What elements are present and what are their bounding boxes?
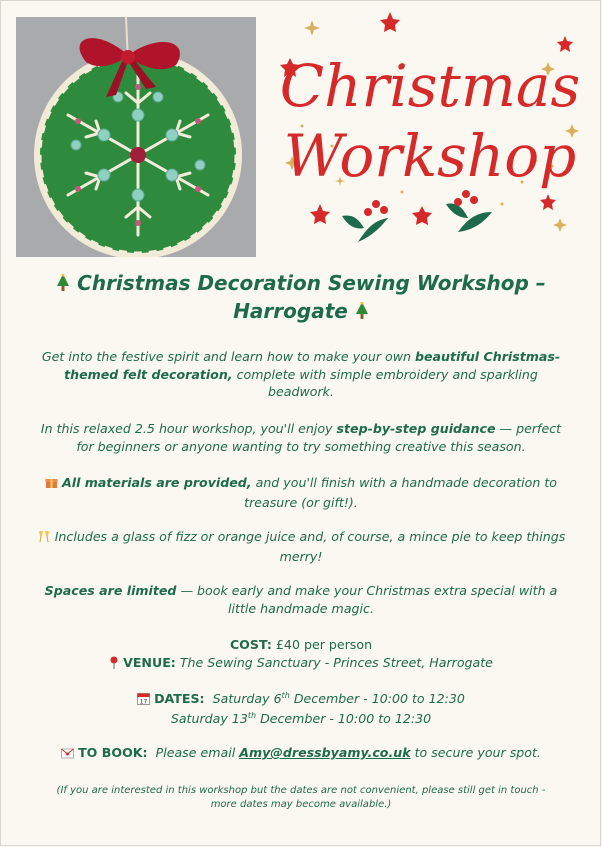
dates-label: DATES: [154, 691, 205, 706]
cost-line: COST: £40 per person [229, 637, 373, 652]
champagne-glasses-icon [37, 530, 51, 548]
title-line-christmas: Christmas [279, 52, 581, 120]
holly-icon [342, 200, 388, 242]
christmas-tree-icon [56, 275, 70, 294]
workshop-paragraph: In this relaxed 2.5 hour workshop, you'll enjoy step-by-step guidance — perfect for beginners or anyone wanting to try something creative this season. [40, 421, 562, 454]
pin-icon [109, 656, 119, 674]
intro-paragraph: Get into the festive spirit and learn how to make your own beautiful Christmas-themed felt decoration, complete with simple embroidery and sparkling beadwork. [41, 349, 561, 399]
title-line-workshop: Workshop [283, 122, 577, 190]
heading-line-2: Harrogate [233, 299, 348, 323]
gift-icon [45, 476, 58, 494]
venue-line: VENUE: The Sewing Sanctuary - Princes Street, Harrogate [34, 654, 568, 674]
spaces-paragraph: Spaces are limited — book early and make your Christmas extra special with a little handmade magic. [44, 583, 558, 616]
email-link[interactable]: Amy@dressbyamy.co.uk [239, 745, 411, 760]
availability-note: (If you are interested in this workshop but the dates are not convenient, please still get in touch - more dates may become available.) [56, 785, 546, 810]
svg-text:17: 17 [139, 698, 148, 705]
calendar-icon [137, 692, 150, 710]
envelope-icon [61, 746, 74, 764]
dates-block: 17 DATES: Saturday 6th December - 10:00 to 12:30 Saturday 13th December - 10:00 to 12:30 [34, 690, 568, 727]
title-artwork [272, 6, 590, 256]
fizz-paragraph: Includes a glass of fizz or orange juice and, of course, a mince pie to keep things merry! [34, 528, 568, 565]
booking-label: TO BOOK: [78, 745, 148, 760]
workshop-heading [40, 270, 562, 326]
holly-icon [446, 190, 492, 232]
christmas-tree-icon [355, 303, 369, 322]
ornament-photo [16, 17, 256, 257]
booking-line: TO BOOK: Please email Amy@dressbyamy.co.uk to secure your spot. [34, 744, 568, 764]
heading-line-1: Christmas Decoration Sewing Workshop – [77, 271, 546, 295]
materials-paragraph: All materials are provided, and you'll finish with a handmade decoration to treasure (or gift!). [34, 474, 568, 511]
